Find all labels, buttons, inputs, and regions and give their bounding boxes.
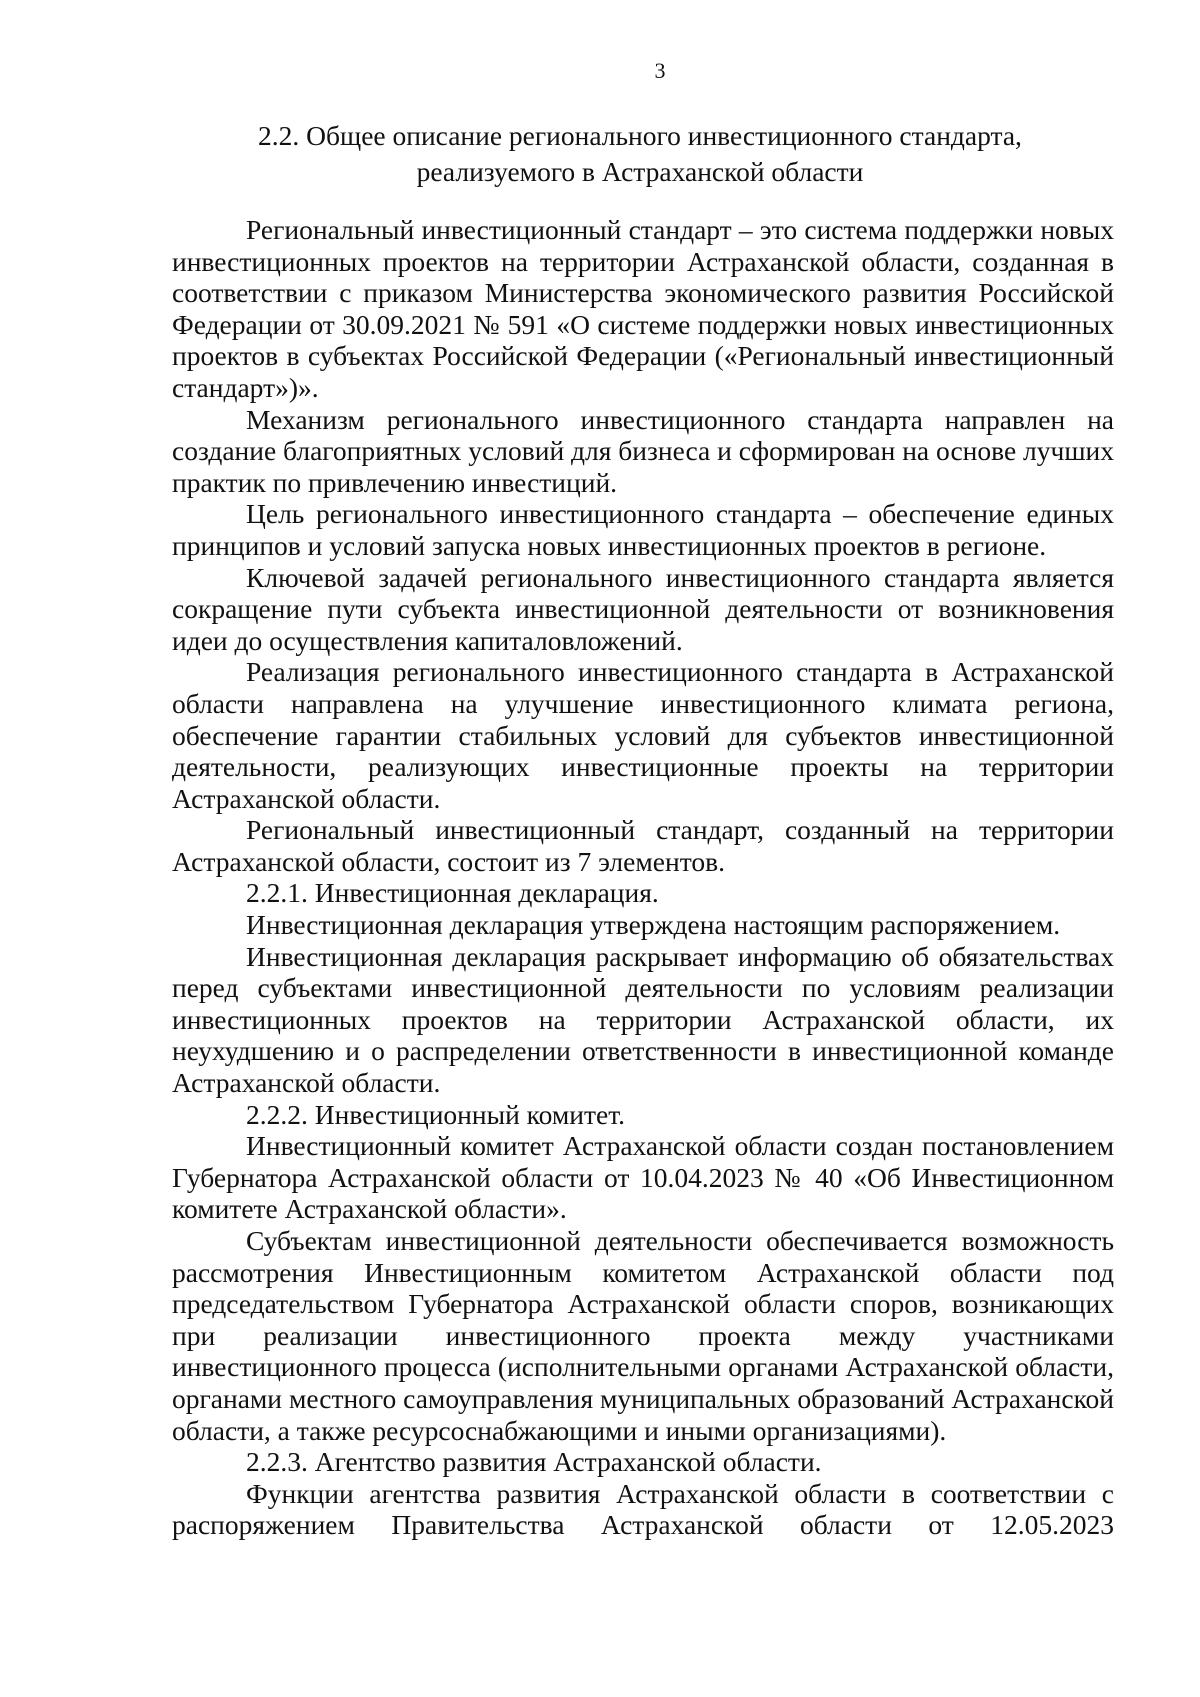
paragraph: Инвестиционный комитет Астраханской области создан постановлением Губернатора Астраханской области от 10.04.2023 № 40 «Об Инвестиционном комитете Астраханской области». xyxy=(172,1130,1114,1225)
paragraph: Субъектам инвестиционной деятельности обеспечивается возможность рассмотрения Инвестиционным комитетом Астраханской области под председательством Губернатора Астраханской области споров, возникающих при реализации инвестиционного проекта между участниками инвестиционного процесса (исполнительными органами Астраханской области, органами местного самоуправления муниципальных образований Астраханской области, а также ресурсоснабжающими и иными организациями). xyxy=(172,1225,1114,1446)
paragraph: Региональный инвестиционный стандарт – это система поддержки новых инвестиционных проектов на территории Астраханской области, созданная в соответствии с приказом Министерства экономического развития Российской Федерации от 30.09.2021 № 591 «О системе поддержки новых инвестиционных проектов в субъектах Российской Федерации («Региональный инвестиционный стандарт»)». xyxy=(172,214,1114,403)
paragraph: Региональный инвестиционный стандарт, созданный на территории Астраханской области, состоит из 7 элементов. xyxy=(172,814,1114,877)
paragraph: Функции агентства развития Астраханской области в соответствии с распоряжением Правительства Астраханской области от 12.05.2023 xyxy=(172,1477,1114,1541)
section-heading-line-1: 2.2. Общее описание регионального инвестиционного стандарта, xyxy=(258,120,1022,151)
paragraph: Механизм регионального инвестиционного стандарта направлен на создание благоприятных условий для бизнеса и сформирован на основе лучших практик по привлечению инвестиций. xyxy=(172,403,1114,498)
subsection-heading: 2.2.3. Агентство развития Астраханской области. xyxy=(246,1446,822,1478)
paragraph: Ключевой задачей регионального инвестиционного стандарта является сокращение пути субъекта инвестиционной деятельности от возникновения идеи до осуществления капиталовложений. xyxy=(172,561,1114,656)
section-heading xyxy=(170,118,1110,190)
paragraph: Реализация регионального инвестиционного стандарта в Астраханской области направлена на улучшение инвестиционного климата региона, обеспечение гарантии стабильных условий для субъектов инвестиционной деятельности, реализующих инвестиционные проекты на территории Астраханской области. xyxy=(172,656,1114,814)
paragraph: Инвестиционная декларация утверждена настоящим распоряжением. xyxy=(246,909,1061,941)
page-number: 3 xyxy=(654,58,666,83)
paragraph: Инвестиционная декларация раскрывает информацию об обязательствах перед субъектами инвестиционной деятельности по условиям реализации инвестиционных проектов на территории Астраханской области, их неухудшению и о распределении ответственности в инвестиционной команде Астраханской области. xyxy=(172,940,1114,1099)
subsection-heading: 2.2.1. Инвестиционная декларация. xyxy=(246,877,659,909)
paragraph: Цель регионального инвестиционного стандарта – обеспечение единых принципов и условий запуска новых инвестиционных проектов в регионе. xyxy=(172,498,1114,561)
subsection-heading: 2.2.2. Инвестиционный комитет. xyxy=(246,1098,626,1130)
section-heading-line-2: реализуемого в Астраханской области xyxy=(416,156,864,187)
document-body xyxy=(172,214,1114,1541)
